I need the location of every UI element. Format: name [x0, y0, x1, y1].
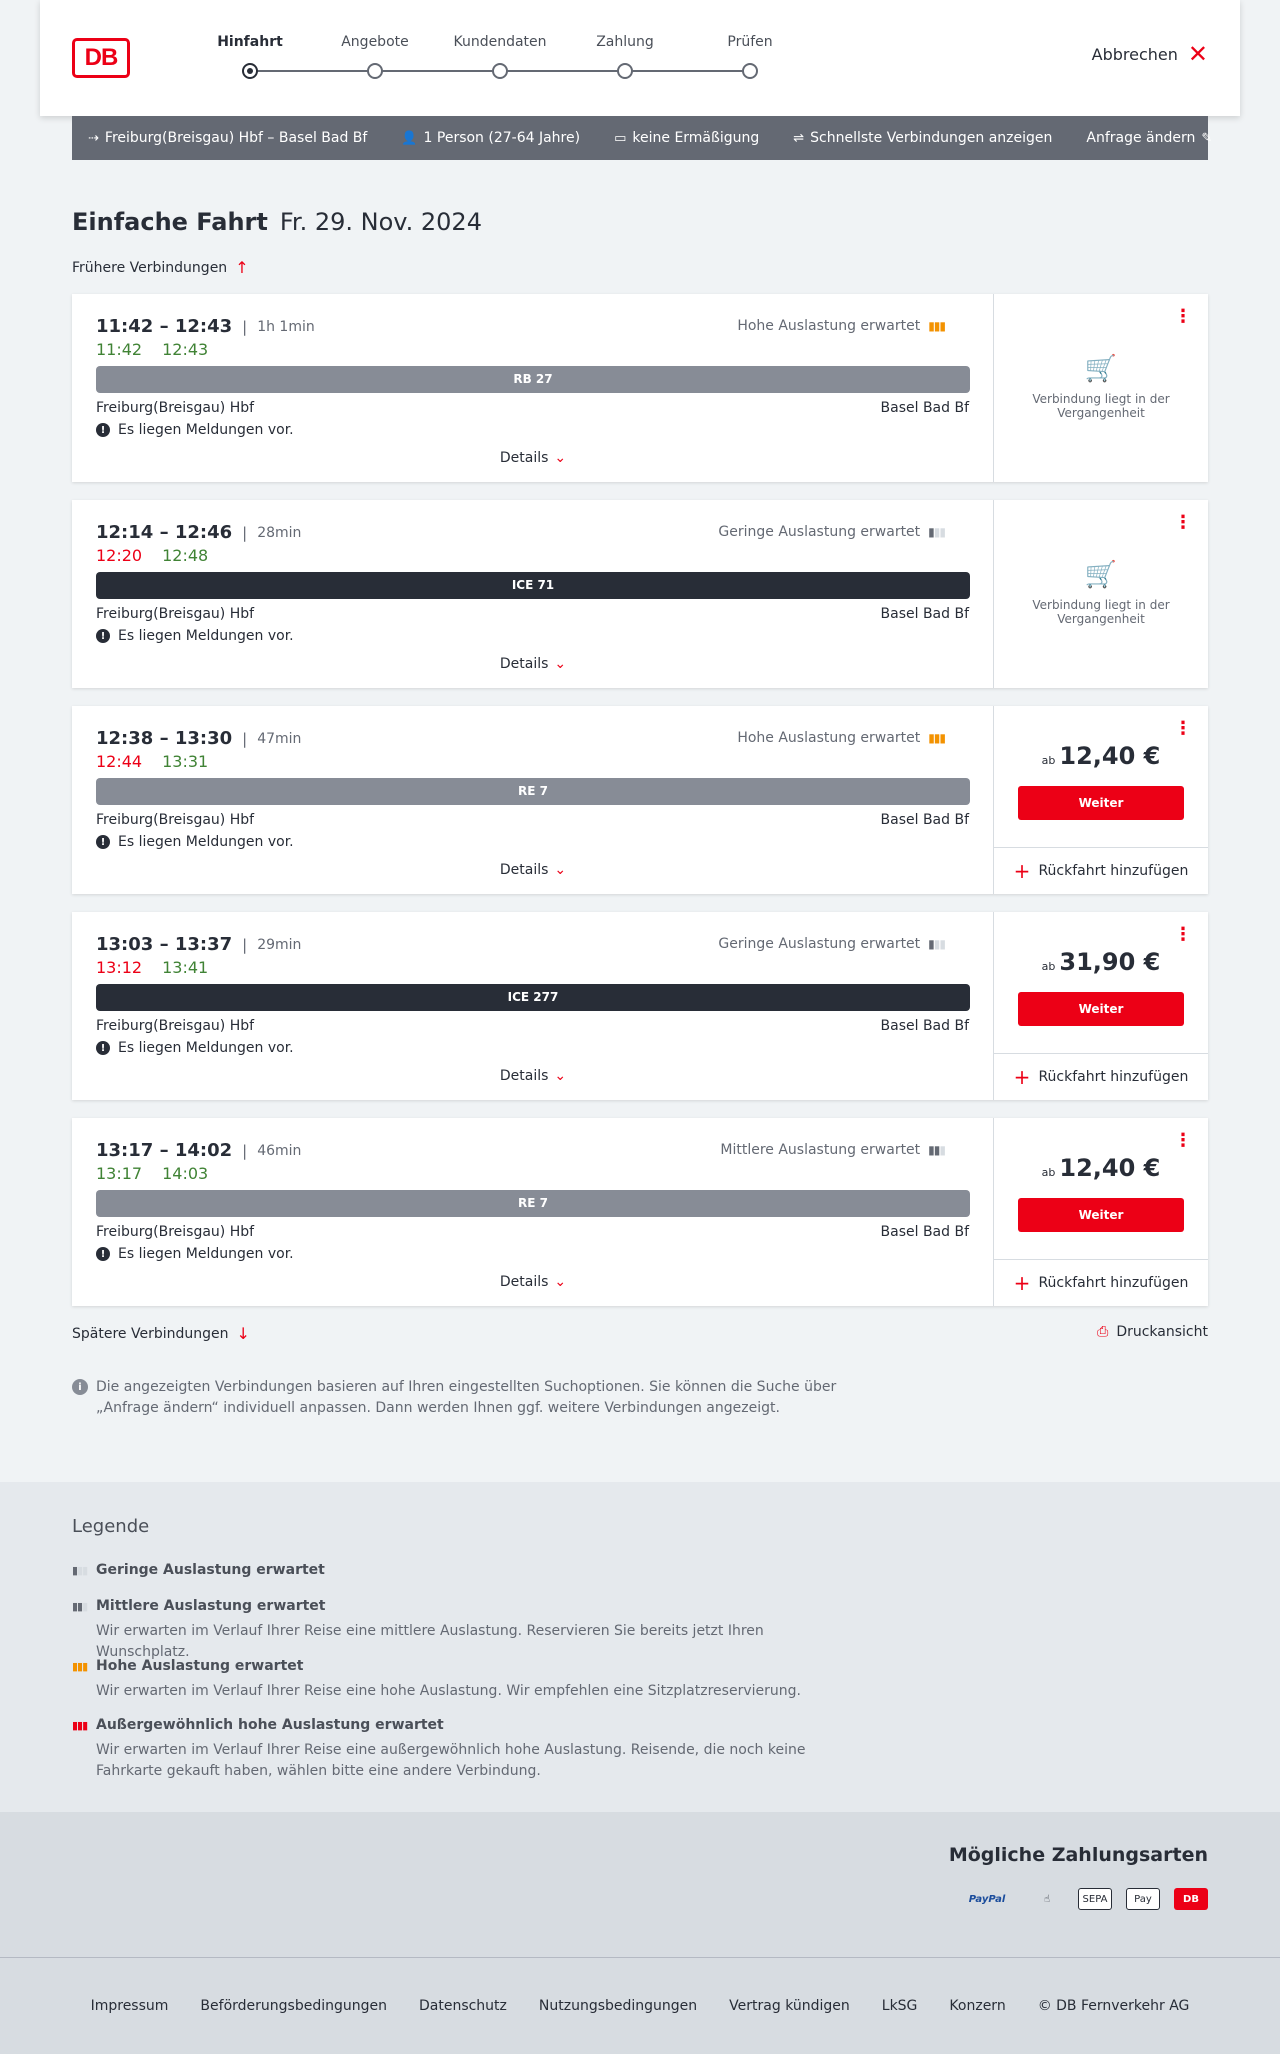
- later-connections-link[interactable]: [72, 1324, 250, 1343]
- details-toggle[interactable]: [72, 450, 994, 466]
- train-bar: ICE 71: [96, 572, 970, 599]
- chevron-down-icon: ⌄: [554, 1068, 567, 1084]
- alert-icon: !: [96, 1247, 110, 1261]
- notice-message: [96, 1040, 294, 1056]
- occupancy-text: Geringe Auslastung erwartet: [718, 524, 921, 540]
- legend-item-low: [72, 1562, 852, 1578]
- connection-details-area[interactable]: [72, 706, 994, 894]
- details-label: Details: [499, 656, 549, 672]
- route-text: Freiburg(Breisgau) Hbf – Basel Bad Bf: [104, 130, 368, 146]
- duration: 46min: [257, 1142, 302, 1159]
- origin-station: Freiburg(Breisgau) Hbf: [96, 1224, 255, 1240]
- footer-link-datenschutz[interactable]: Datenschutz: [418, 1998, 507, 2014]
- occupancy-text: Hohe Auslastung erwartet: [737, 730, 921, 746]
- pencil-icon: ✎: [1201, 130, 1213, 146]
- route-summary: [88, 130, 367, 146]
- footer-link-lksg[interactable]: LkSG: [881, 1998, 918, 2014]
- earlier-connections-link[interactable]: [72, 258, 249, 277]
- footer-link-konzern[interactable]: Konzern: [949, 1998, 1006, 2014]
- step-angebote: Angebote: [341, 34, 409, 50]
- db-logo[interactable]: DB: [72, 38, 130, 78]
- realtime-departure: 11:42: [96, 340, 143, 359]
- price-prefix: ab: [1041, 960, 1056, 973]
- details-toggle[interactable]: [72, 1068, 994, 1084]
- passenger-text: 1 Person (27-64 Jahre): [423, 130, 581, 146]
- separator: |: [242, 729, 248, 748]
- cancel-label: Abbrechen: [1091, 44, 1178, 64]
- destination-station: Basel Bad Bf: [880, 812, 969, 828]
- add-return-button[interactable]: [994, 847, 1208, 894]
- step-dot: [492, 63, 508, 79]
- train-bar: ICE 277: [96, 984, 970, 1011]
- apple-pay-icon: Pay: [1126, 1888, 1160, 1910]
- notice-message: [96, 628, 294, 644]
- more-options-icon[interactable]: ⋮: [1174, 306, 1192, 327]
- cart-unavailable-icon: 🛒: [1084, 560, 1118, 590]
- arrow-up-icon: ↑: [235, 258, 249, 277]
- duration: 29min: [257, 936, 302, 953]
- option-summary: [793, 130, 1052, 146]
- occupancy-indicator: [718, 936, 945, 952]
- occupancy-icon: ▮▮▮: [928, 937, 945, 951]
- offer-area: [994, 1118, 1208, 1306]
- plus-icon: +: [1013, 859, 1031, 883]
- occupancy-icon: ▮▮▮: [928, 525, 945, 539]
- price: [994, 1154, 1208, 1182]
- connection-card: [72, 912, 1208, 1100]
- more-options-icon[interactable]: ⋮: [1174, 1130, 1192, 1151]
- connection-details-area[interactable]: [72, 500, 994, 688]
- more-options-icon[interactable]: ⋮: [1174, 512, 1192, 533]
- notice-message: [96, 1246, 294, 1262]
- connection-times: [96, 1140, 301, 1161]
- info-icon: i: [72, 1379, 88, 1395]
- separator: |: [242, 935, 248, 954]
- step-dot: [742, 63, 758, 79]
- plus-icon: +: [1013, 1065, 1031, 1089]
- realtime-times: [96, 1164, 208, 1183]
- legend-item-title: Mittlere Auslastung erwartet: [96, 1598, 326, 1614]
- offer-area: [994, 706, 1208, 894]
- connection-details-area[interactable]: [72, 294, 994, 482]
- past-connection-notice: [994, 560, 1208, 626]
- header: [40, 0, 1240, 116]
- connection-times: [96, 934, 301, 955]
- details-label: Details: [499, 450, 549, 466]
- occupancy-indicator: [737, 730, 945, 746]
- duration: 28min: [257, 524, 302, 541]
- note-text: Die angezeigten Verbindungen basieren auf Ihren eingestellten Suchoptionen. Sie können die Suche über „Anfrage ändern“ individuell anpassen. Dann werden Ihnen ggf. weitere Verbindungen angezeigt.: [96, 1379, 837, 1416]
- close-icon: ✕: [1187, 40, 1208, 68]
- more-options-icon[interactable]: ⋮: [1174, 924, 1192, 945]
- price-prefix: ab: [1041, 1166, 1056, 1179]
- footer-copyright: © DB Fernverkehr AG: [1037, 1998, 1190, 2014]
- occupancy-icon: ▮▮▮: [928, 319, 945, 333]
- cart-unavailable-icon: 🛒: [1084, 354, 1118, 384]
- destination-station: Basel Bad Bf: [880, 1018, 969, 1034]
- add-return-button[interactable]: [994, 1259, 1208, 1306]
- load-high-icon: ▮▮▮: [72, 1659, 88, 1673]
- continue-button[interactable]: Weiter: [1018, 1198, 1184, 1232]
- details-toggle[interactable]: [72, 1274, 994, 1290]
- realtime-departure: 13:12: [96, 958, 143, 977]
- occupancy-indicator: [718, 524, 945, 540]
- price-value: 31,90 €: [1059, 948, 1161, 976]
- price: [994, 948, 1208, 976]
- occupancy-text: Hohe Auslastung erwartet: [737, 318, 921, 334]
- footer-link-befoerderungsbedingungen[interactable]: Beförderungsbedingungen: [200, 1998, 387, 2014]
- connection-details-area[interactable]: [72, 1118, 994, 1306]
- details-toggle[interactable]: [72, 862, 994, 878]
- chevron-down-icon: ⌄: [554, 862, 567, 878]
- modify-request-button[interactable]: [1086, 130, 1212, 146]
- occupancy-text: Mittlere Auslastung erwartet: [720, 1142, 921, 1158]
- origin-station: Freiburg(Breisgau) Hbf: [96, 812, 255, 828]
- occupancy-indicator: [720, 1142, 945, 1158]
- offer-area: [994, 500, 1208, 688]
- card-icon: ▭: [614, 130, 627, 146]
- notice-text: Es liegen Meldungen vor.: [118, 1246, 294, 1262]
- occupancy-indicator: [737, 318, 945, 334]
- occupancy-icon: ▮▮▮: [928, 1143, 945, 1157]
- load-medium-icon: ▮▮▮: [72, 1599, 88, 1613]
- earlier-label: Frühere Verbindungen: [72, 259, 228, 276]
- price-value: 12,40 €: [1059, 742, 1161, 770]
- scheduled-times: 11:42 – 12:43: [96, 316, 233, 337]
- origin-station: Freiburg(Breisgau) Hbf: [96, 400, 255, 416]
- passenger-summary: [401, 130, 580, 146]
- step-dot: [367, 63, 383, 79]
- occupancy-text: Geringe Auslastung erwartet: [718, 936, 921, 952]
- discount-text: keine Ermäßigung: [632, 130, 760, 146]
- details-toggle[interactable]: [72, 656, 994, 672]
- alert-icon: !: [96, 629, 110, 643]
- separator: |: [242, 1141, 248, 1160]
- step-kundendaten: Kundendaten: [453, 34, 547, 50]
- footer-link-impressum[interactable]: Impressum: [90, 1998, 169, 2014]
- connection-card: [72, 706, 1208, 894]
- booking-stepper: [210, 34, 773, 94]
- notice-text: Es liegen Meldungen vor.: [118, 1040, 294, 1056]
- price-value: 12,40 €: [1059, 1154, 1161, 1182]
- origin-station: Freiburg(Breisgau) Hbf: [96, 606, 255, 622]
- footer-link-nutzungsbedingungen[interactable]: Nutzungsbedingungen: [538, 1998, 698, 2014]
- chevron-down-icon: ⌄: [554, 1274, 567, 1290]
- legend-section: [0, 1482, 1280, 1812]
- chevron-down-icon: ⌄: [554, 450, 567, 466]
- print-view-link[interactable]: [1097, 1324, 1208, 1340]
- realtime-times: [96, 752, 208, 771]
- past-text: Verbindung liegt in der Vergangenheit: [1032, 598, 1170, 626]
- later-label: Spätere Verbindungen: [72, 1325, 229, 1342]
- destination-station: Basel Bad Bf: [880, 400, 969, 416]
- sliders-icon: ⇌: [793, 130, 805, 146]
- add-return-button[interactable]: [994, 1053, 1208, 1100]
- details-label: Details: [499, 862, 549, 878]
- payment-icons: [958, 1888, 1208, 1910]
- modify-text: Anfrage ändern: [1086, 130, 1196, 146]
- person-icon: 👤: [401, 130, 418, 146]
- plus-icon: +: [1013, 1271, 1031, 1295]
- past-connection-notice: [994, 354, 1208, 420]
- arrow-right-icon: ⇢: [88, 130, 99, 146]
- separator: |: [242, 523, 248, 542]
- alert-icon: !: [96, 1041, 110, 1055]
- db-payment-icon: DB: [1174, 1888, 1208, 1910]
- arrow-down-icon: ↓: [236, 1324, 250, 1343]
- train-bar: RE 7: [96, 778, 970, 805]
- legend-item-desc: Wir erwarten im Verlauf Ihrer Reise eine hohe Auslastung. Wir empfehlen eine Sitzplatzreservierung.: [96, 1683, 801, 1699]
- connection-card: [72, 1118, 1208, 1306]
- legend-item-title: Geringe Auslastung erwartet: [96, 1562, 325, 1578]
- connection-times: [96, 522, 301, 543]
- legend-item-title: Hohe Auslastung erwartet: [96, 1658, 304, 1674]
- realtime-arrival: 12:43: [162, 340, 209, 359]
- scheduled-times: 13:17 – 14:02: [96, 1140, 233, 1161]
- return-label: Rückfahrt hinzufügen: [1038, 1275, 1189, 1291]
- legend-item-desc: Wir erwarten im Verlauf Ihrer Reise eine mittlere Auslastung. Reservieren Sie bereits jetzt Ihren Wunschplatz.: [96, 1623, 764, 1660]
- credit-card-icon: ☝: [1043, 1893, 1051, 1905]
- legend-item-medium: [72, 1598, 852, 1663]
- return-label: Rückfahrt hinzufügen: [1038, 863, 1189, 879]
- footer: [0, 1957, 1280, 2054]
- realtime-departure: 12:20: [96, 546, 143, 565]
- more-options-icon[interactable]: ⋮: [1174, 718, 1192, 739]
- legend-title: Legende: [72, 1516, 150, 1537]
- offer-area: [994, 912, 1208, 1100]
- legend-item-desc: Wir erwarten im Verlauf Ihrer Reise eine außergewöhnlich hohe Auslastung. Reisende, die noch keine Fahrkarte gekauft haben, wählen bitte eine andere Verbindung.: [96, 1742, 806, 1779]
- details-label: Details: [499, 1274, 549, 1290]
- legend-item-title: Außergewöhnlich hohe Auslastung erwartet: [96, 1717, 444, 1733]
- return-label: Rückfahrt hinzufügen: [1038, 1069, 1189, 1085]
- trip-type: Einfache Fahrt: [72, 208, 268, 236]
- realtime-times: [96, 546, 208, 565]
- origin-station: Freiburg(Breisgau) Hbf: [96, 1018, 255, 1034]
- sepa-icon: SEPA: [1078, 1888, 1112, 1910]
- connection-details-area[interactable]: [72, 912, 994, 1100]
- notice-text: Es liegen Meldungen vor.: [118, 422, 294, 438]
- alert-icon: !: [96, 835, 110, 849]
- legend-item-high: [72, 1658, 852, 1702]
- realtime-arrival: 14:03: [162, 1164, 209, 1183]
- step-dot-active: [242, 63, 258, 79]
- occupancy-icon: ▮▮▮: [928, 731, 945, 745]
- step-hinfahrt: Hinfahrt: [217, 34, 283, 50]
- payment-title: Mögliche Zahlungsarten: [948, 1844, 1208, 1866]
- search-summary-bar: [72, 116, 1213, 160]
- realtime-times: [96, 958, 208, 977]
- connection-times: [96, 316, 315, 337]
- paypal-icon: PayPal: [968, 1893, 1006, 1905]
- destination-station: Basel Bad Bf: [880, 1224, 969, 1240]
- scheduled-times: 13:03 – 13:37: [96, 934, 233, 955]
- load-low-icon: ▮▮▮: [72, 1563, 88, 1577]
- notice-message: [96, 422, 294, 438]
- option-text: Schnellste Verbindungen anzeigen: [810, 130, 1053, 146]
- trip-date: Fr. 29. Nov. 2024: [279, 208, 482, 236]
- notice-message: [96, 834, 294, 850]
- continue-button[interactable]: Weiter: [1018, 992, 1184, 1026]
- duration: 47min: [257, 730, 302, 747]
- scheduled-times: 12:14 – 12:46: [96, 522, 233, 543]
- chevron-down-icon: ⌄: [554, 656, 567, 672]
- realtime-arrival: 13:31: [162, 752, 209, 771]
- price-prefix: ab: [1041, 754, 1056, 767]
- payment-section: [0, 1812, 1280, 1957]
- step-dot: [617, 63, 633, 79]
- train-bar: RB 27: [96, 366, 970, 393]
- duration: 1h 1min: [257, 318, 315, 335]
- realtime-departure: 13:17: [96, 1164, 143, 1183]
- offer-area: [994, 294, 1208, 482]
- destination-station: Basel Bad Bf: [880, 606, 969, 622]
- connection-card: [72, 294, 1208, 482]
- cancel-button[interactable]: [1091, 40, 1208, 68]
- search-options-note: [72, 1377, 852, 1419]
- realtime-arrival: 13:41: [162, 958, 209, 977]
- details-label: Details: [499, 1068, 549, 1084]
- step-pruefen: Prüfen: [727, 34, 773, 50]
- connection-times: [96, 728, 301, 749]
- scheduled-times: 12:38 – 13:30: [96, 728, 233, 749]
- step-zahlung: Zahlung: [596, 34, 654, 50]
- connection-card: [72, 500, 1208, 688]
- print-label: Druckansicht: [1116, 1324, 1208, 1340]
- notice-text: Es liegen Meldungen vor.: [118, 834, 294, 850]
- page-title: [72, 208, 482, 236]
- footer-link-vertrag-kuendigen[interactable]: Vertrag kündigen: [729, 1998, 850, 2014]
- printer-icon: ⎙: [1097, 1324, 1109, 1340]
- realtime-arrival: 12:48: [162, 546, 209, 565]
- alert-icon: !: [96, 423, 110, 437]
- load-extreme-icon: ▮▮▮: [72, 1718, 88, 1732]
- separator: |: [242, 317, 248, 336]
- continue-button[interactable]: Weiter: [1018, 786, 1184, 820]
- price: [994, 742, 1208, 770]
- past-text: Verbindung liegt in der Vergangenheit: [1032, 392, 1170, 420]
- realtime-times: [96, 340, 208, 359]
- train-bar: RE 7: [96, 1190, 970, 1217]
- notice-text: Es liegen Meldungen vor.: [118, 628, 294, 644]
- legend-item-extreme: [72, 1717, 852, 1782]
- realtime-departure: 12:44: [96, 752, 143, 771]
- discount-summary: [614, 130, 759, 146]
